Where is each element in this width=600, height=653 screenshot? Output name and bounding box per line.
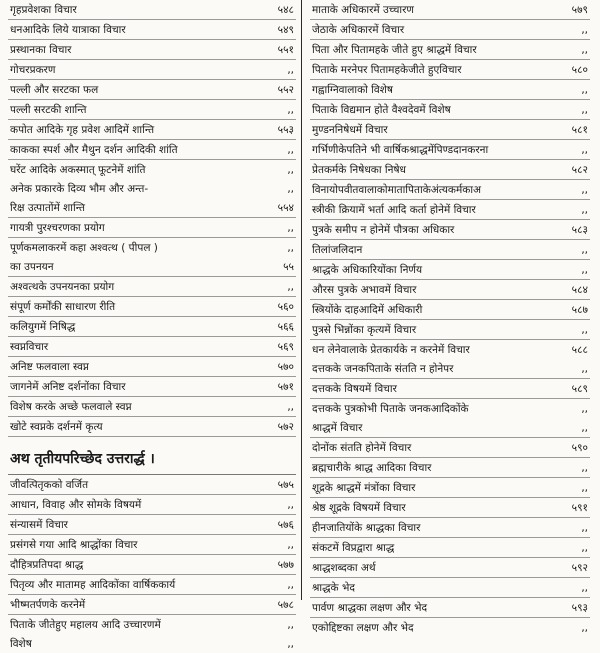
entry-page-number: ५५१ <box>274 43 294 57</box>
index-entry <box>8 397 296 417</box>
entry-title: प्रस्थानका विचार <box>10 44 72 56</box>
entry-title: पितृव्य और मातामह आदिकोंका वार्षिककार्य <box>10 579 176 591</box>
entry-page-number: ५८१ <box>568 123 588 137</box>
entry-page-number: ५७० <box>274 360 294 374</box>
entry-title: श्रेष्ठ शूद्रके विषयमें विचार <box>312 502 406 514</box>
entry-title: श्राद्धके अधिकारियोंका निर्णय <box>312 264 423 276</box>
entry-page-number: ,, <box>283 241 294 255</box>
entry-title: दत्तकके विषयमें विचार <box>312 383 397 395</box>
entry-title: पल्ली सरटकी शान्ति <box>10 104 87 116</box>
index-entry <box>310 538 590 558</box>
entry-page-number: ५७६ <box>274 518 294 532</box>
entry-title: दोनोंक संतति होनेमें विचार <box>312 442 412 454</box>
index-entry <box>8 198 296 218</box>
entry-page-number: ५८४ <box>568 283 588 297</box>
index-entry <box>8 475 296 495</box>
index-entry <box>8 495 296 515</box>
entry-page-number: ५८२ <box>568 163 588 177</box>
entry-title: अनेक प्रकारके दिव्य भौम और अन्त- <box>10 183 149 195</box>
entry-title: विनायोपवीतवालाकोमातापिताकेअंत्यकर्मकाअ <box>312 184 482 196</box>
index-entry <box>8 40 296 60</box>
section-heading: अथ तृतीयपरिच्छेद उत्तरार्द्ध । <box>8 441 296 475</box>
entry-page-number: ५५२ <box>274 83 294 97</box>
entry-page-number: ,, <box>577 541 588 555</box>
index-entry <box>310 180 590 200</box>
entry-title: पूर्णकमलाकरमें कहा अश्वत्थ ( पीपल ) <box>10 242 158 254</box>
entry-title: गर्भिणीकेपतिने भी वार्षिकश्राद्धमेंपिण्डदानकरना <box>312 144 489 156</box>
entry-page-number: ५५४ <box>274 201 294 215</box>
entry-title: पुत्रसे भिन्नोंका कृत्यमें विचार <box>312 324 417 336</box>
entry-page-number: ,, <box>283 538 294 552</box>
index-entry <box>310 240 590 260</box>
index-entry <box>8 140 296 160</box>
entry-title: कपोत आदिके गृह प्रवेश आदिमें शान्ति <box>10 124 155 136</box>
right-entry-list <box>310 0 590 637</box>
entry-page-number: ५५ <box>279 260 294 274</box>
entry-page-number: ,, <box>577 323 588 337</box>
entry-page-number: ,, <box>283 618 294 632</box>
entry-page-number: ,, <box>577 421 588 435</box>
index-entry <box>8 277 296 297</box>
entry-page-number: ,, <box>577 23 588 37</box>
entry-page-number: ५६० <box>274 300 294 314</box>
index-entry <box>8 20 296 40</box>
entry-page-number: ,, <box>283 498 294 512</box>
entry-title: का उपनयन <box>10 261 54 273</box>
index-entry <box>310 379 590 399</box>
entry-page-number: ,, <box>283 143 294 157</box>
entry-page-number: ,, <box>577 481 588 495</box>
index-entry <box>8 417 296 437</box>
entry-title: श्राद्धशब्दका अर्थ <box>312 562 376 574</box>
entry-title: भीष्मतर्पणके करनेमें <box>10 599 86 611</box>
entry-page-number: ५४९ <box>274 23 294 37</box>
entry-title: स्त्रीकी क्रियामें भर्ता आदि कर्ता होनेमें विचार <box>312 204 476 216</box>
index-entry <box>8 555 296 575</box>
index-entry <box>310 140 590 160</box>
column-divider <box>301 0 302 600</box>
index-entry <box>8 120 296 140</box>
index-entry <box>310 598 590 618</box>
index-entry <box>310 40 590 60</box>
index-entry <box>8 634 296 653</box>
index-entry <box>8 595 296 615</box>
entry-title: संकटमें विप्रद्वारा श्राद्ध <box>312 542 395 554</box>
entry-page-number: ,, <box>283 400 294 414</box>
index-entry <box>8 218 296 238</box>
entry-page-number: ५७७ <box>274 558 294 572</box>
entry-title: आधान, विवाह और सोमके विषयमें <box>10 499 142 511</box>
entry-title: श्राद्धमें विचार <box>312 422 363 434</box>
entry-page-number: ,, <box>283 182 294 196</box>
entry-page-number: ५८० <box>568 63 588 77</box>
entry-title: गोचरप्रकरण <box>10 64 56 76</box>
index-entry <box>8 238 296 257</box>
index-entry <box>8 535 296 555</box>
entry-title: तिलांजलिदान <box>312 244 363 256</box>
entry-title: धनआदिके लिये यात्राका विचार <box>10 24 126 36</box>
entry-title: काकका स्पर्श और मैथुन दर्शन आदिकी शांति <box>10 144 178 156</box>
entry-page-number: ,, <box>283 221 294 235</box>
left-column <box>8 0 296 653</box>
index-entry <box>310 220 590 240</box>
index-entry <box>8 615 296 634</box>
entry-title: जागनेमें अनिष्ट दर्शनोंका विचार <box>10 381 126 393</box>
entry-title: अश्वत्थके उपनयनका प्रयोग <box>10 281 115 293</box>
entry-title: अनिष्ट फलवाला स्वप्न <box>10 361 89 373</box>
entry-page-number: ५८८ <box>568 343 588 357</box>
entry-title: घरेंट आदिके अकस्मात् फूटनेमें शांति <box>10 164 146 176</box>
entry-title: पुत्रके समीप न होनेमें पौत्रका अधिकार <box>312 224 455 236</box>
entry-title: विशेष <box>10 638 32 650</box>
entry-title: रिक्ष उत्पातोंमें शान्ति <box>10 202 85 214</box>
entry-page-number: ५४८ <box>274 3 294 17</box>
entry-title: प्रसंगसे गया आदि श्राद्धोंका विचार <box>10 539 138 551</box>
entry-title: दौहित्रप्रतिपदा श्राद्ध <box>10 559 84 571</box>
entry-page-number: ५६९ <box>274 340 294 354</box>
index-entry <box>310 458 590 478</box>
entry-page-number: ५९१ <box>568 501 588 515</box>
entry-page-number: ५९३ <box>568 601 588 615</box>
entry-title: पिता और पितामहके जीते हुए श्राद्धमें विचार <box>312 44 477 56</box>
entry-title: धन लेनेवालाके प्रेतकार्यके न करनेमें विचार <box>312 344 470 356</box>
index-entry <box>310 478 590 498</box>
entry-page-number: ,, <box>283 637 294 651</box>
entry-page-number: ,, <box>577 402 588 416</box>
index-entry <box>310 618 590 637</box>
entry-title: गह्वाग्निवालाको विशेष <box>312 84 393 96</box>
entry-page-number: ५८९ <box>568 382 588 396</box>
index-entry <box>310 558 590 578</box>
entry-page-number: ,, <box>577 203 588 217</box>
index-entry <box>8 179 296 198</box>
entry-title: हीनजातियोंके श्राद्धका विचार <box>312 522 421 534</box>
entry-title: विशेष करके अच्छे फलवाले स्वप्न <box>10 401 132 413</box>
index-entry <box>8 0 296 20</box>
entry-title: शूद्रके श्राद्धमें मंत्रोंका विचार <box>312 482 416 494</box>
entry-title: श्राद्धके भेद <box>312 582 355 594</box>
index-entry <box>310 320 590 340</box>
entry-title: जीवत्पितृकको वर्जित <box>10 479 89 491</box>
index-entry <box>8 515 296 535</box>
entry-page-number: ५५३ <box>274 123 294 137</box>
entry-title: जेठाके अधिकारमें विचार <box>312 24 405 36</box>
entry-title: प्रेतकर्मके निषेधका निषेध <box>312 164 406 176</box>
index-entry <box>310 60 590 80</box>
entry-title: दत्तकके जनकपिताके संतति न होनेपर <box>312 363 454 375</box>
entry-page-number: ५६६ <box>274 320 294 334</box>
entry-page-number: ,, <box>577 103 588 117</box>
index-entry <box>310 200 590 220</box>
entry-page-number: ५८३ <box>568 223 588 237</box>
entry-page-number: ,, <box>577 521 588 535</box>
index-entry <box>8 377 296 397</box>
index-entry <box>310 260 590 280</box>
index-entry <box>310 518 590 538</box>
entry-title: दत्तकके पुत्रकोभी पिताके जनकआदिकोंके <box>312 403 469 415</box>
entry-page-number: ५९० <box>568 441 588 455</box>
entry-title: ब्रह्मचारीके श्राद्ध आदिका विचार <box>312 462 432 474</box>
left-entry-list <box>8 0 296 437</box>
entry-title: पिताके विद्यमान होते वैश्वदेवमें विशेष <box>312 104 451 116</box>
index-entry <box>8 160 296 179</box>
index-entry <box>8 357 296 377</box>
index-entry <box>310 498 590 518</box>
entry-page-number: ,, <box>283 63 294 77</box>
entry-title: गायत्री पुरश्चरणका प्रयोग <box>10 222 105 234</box>
entry-page-number: ,, <box>577 263 588 277</box>
index-entry <box>310 418 590 438</box>
index-entry <box>310 438 590 458</box>
entry-page-number: ५७८ <box>274 598 294 612</box>
entry-page-number: ,, <box>283 163 294 177</box>
entry-page-number: ५८७ <box>568 303 588 317</box>
entry-page-number: ,, <box>577 183 588 197</box>
entry-title: संन्यासमें विचार <box>10 519 68 531</box>
entry-page-number: ,, <box>577 362 588 376</box>
entry-page-number: ,, <box>577 43 588 57</box>
entry-title: स्वप्नविचार <box>10 341 49 353</box>
entry-title: पिताके जीतेहुए महालय आदि उच्चारणमें <box>10 619 161 631</box>
entry-page-number: ५७९ <box>568 3 588 17</box>
index-entry <box>8 297 296 317</box>
entry-page-number: ५७५ <box>274 478 294 492</box>
index-entry <box>310 340 590 359</box>
entry-page-number: ५७२ <box>274 420 294 434</box>
index-entry <box>8 337 296 357</box>
entry-page-number: ,, <box>283 578 294 592</box>
entry-page-number: ,, <box>577 621 588 635</box>
index-entry <box>310 100 590 120</box>
index-entry <box>310 300 590 320</box>
index-entry <box>310 578 590 598</box>
index-entry <box>310 80 590 100</box>
entry-title: मुण्डननिषेधमें विचार <box>312 124 388 136</box>
entry-title: संपूर्ण कर्मोंकी साधारण रीति <box>10 301 116 313</box>
entry-page-number: ,, <box>577 581 588 595</box>
index-entry <box>310 359 590 379</box>
left-entry-list-2 <box>8 475 296 653</box>
entry-title: गृहप्रवेशका विचार <box>10 4 77 16</box>
entry-title: पल्ली और सरटका फल <box>10 84 99 96</box>
entry-page-number: ,, <box>577 461 588 475</box>
entry-page-number: ,, <box>283 103 294 117</box>
entry-title: पार्वण श्राद्धका लक्षण और भेद <box>312 602 428 614</box>
entry-title: एकोद्दिष्टका लक्षण और भेद <box>312 622 414 634</box>
index-entry <box>310 160 590 180</box>
index-entry <box>310 20 590 40</box>
index-entry <box>8 317 296 337</box>
entry-title: स्त्रियोंके दाहआदिमें अधिकारी <box>312 304 423 316</box>
index-entry <box>310 0 590 20</box>
entry-page-number: ,, <box>577 83 588 97</box>
index-entry <box>310 399 590 418</box>
index-entry <box>310 120 590 140</box>
entry-title: कलियुगमें निषिद्ध <box>10 321 76 333</box>
entry-title: पिताके मरनेपर पितामहकेजीते हुएविचार <box>312 64 462 76</box>
entry-title: माताके अधिकारमें उच्चारण <box>312 4 414 16</box>
entry-page-number: ५७१ <box>274 380 294 394</box>
entry-page-number: ,, <box>283 280 294 294</box>
index-entry <box>8 100 296 120</box>
entry-page-number: ५९२ <box>568 561 588 575</box>
index-entry <box>8 60 296 80</box>
right-column <box>310 0 590 637</box>
entry-page-number: ,, <box>577 143 588 157</box>
index-entry <box>8 575 296 595</box>
entry-title: औरस पुत्रके अभावमें विचार <box>312 284 417 296</box>
index-entry <box>8 80 296 100</box>
entry-title: खोटे स्वप्नके दर्शनमें कृत्य <box>10 421 103 433</box>
index-entry <box>8 257 296 277</box>
entry-page-number: ,, <box>577 243 588 257</box>
index-entry <box>310 280 590 300</box>
